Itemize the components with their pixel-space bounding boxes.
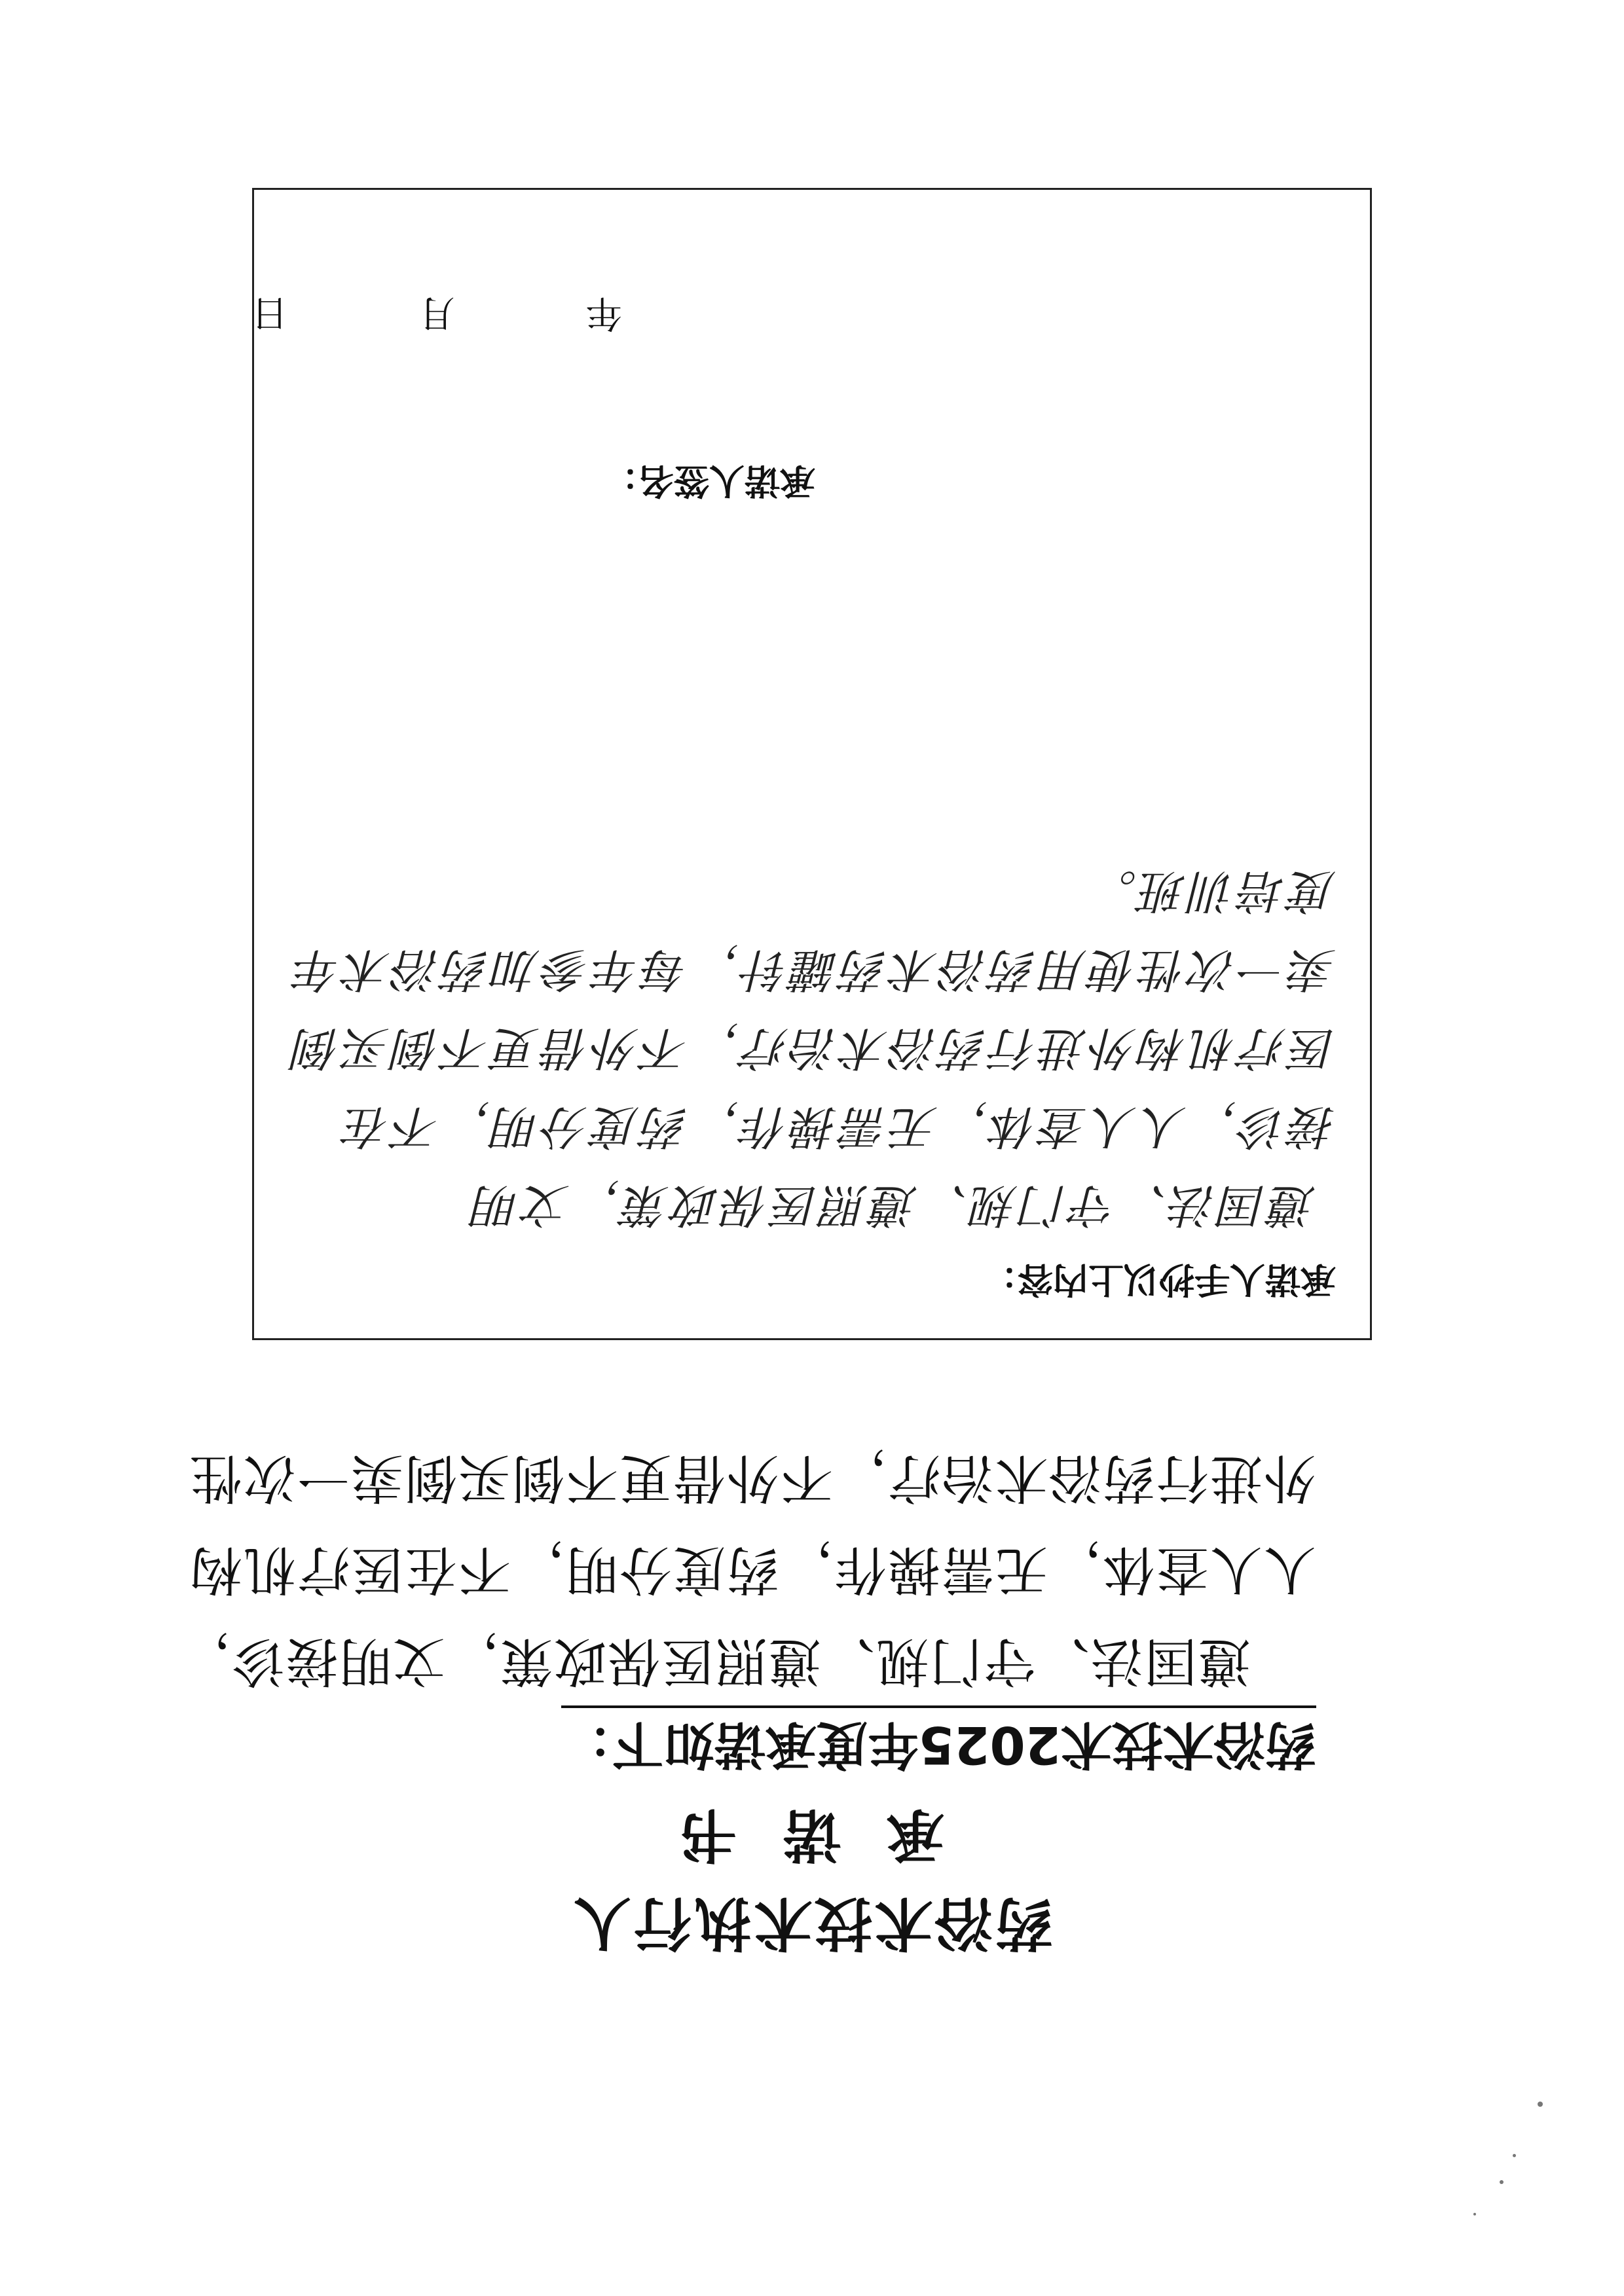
handwritten-line: 卖一次性使用药浴术药罐针，每年参加药浴术年 bbox=[291, 943, 1336, 996]
handwritten-line: 医疗机构外进行药浴术治疗，不外借更不倒买倒 bbox=[291, 1021, 1336, 1075]
pledge-line: 外进行药浴术治疗，不外借更不倒买倒卖一次性 bbox=[189, 1448, 1316, 1508]
handwritten-box bbox=[252, 188, 1372, 1340]
pledge-line: 人人查体，无需操作，药度分明，不在医疗机构 bbox=[189, 1539, 1316, 1600]
pledge-heading: 药浴术技术2025年度承诺如下： bbox=[561, 1705, 1316, 1785]
document-subtitle: 承诺书 bbox=[634, 1801, 945, 1868]
handwritten-line: 度培训班。 bbox=[1087, 864, 1336, 918]
date-month-label: 月 bbox=[418, 291, 455, 334]
pledge-line: 遵国法、守门规、遵照医保政策，文明接诊， bbox=[177, 1631, 1251, 1692]
scan-speck bbox=[1513, 2154, 1516, 2157]
scan-speck bbox=[1500, 2180, 1504, 2184]
handwritten-line: 接诊，人人查体，无需操作，药度分明，不在 bbox=[341, 1100, 1336, 1154]
scan-speck bbox=[1473, 2213, 1476, 2215]
date-year-label: 年 bbox=[585, 291, 622, 334]
scan-speck bbox=[1538, 2102, 1543, 2107]
date-day-label: 日 bbox=[251, 291, 288, 334]
handwritten-line: 遵国法、守门规、遵照医保政策，文明 bbox=[470, 1178, 1316, 1232]
document-title: 药浴术技术执行人 bbox=[571, 1889, 1054, 1957]
handwritten-box-label: 承诺人手抄以上内容： bbox=[982, 1259, 1336, 1300]
signature-label: 承诺人签名： bbox=[603, 460, 815, 501]
